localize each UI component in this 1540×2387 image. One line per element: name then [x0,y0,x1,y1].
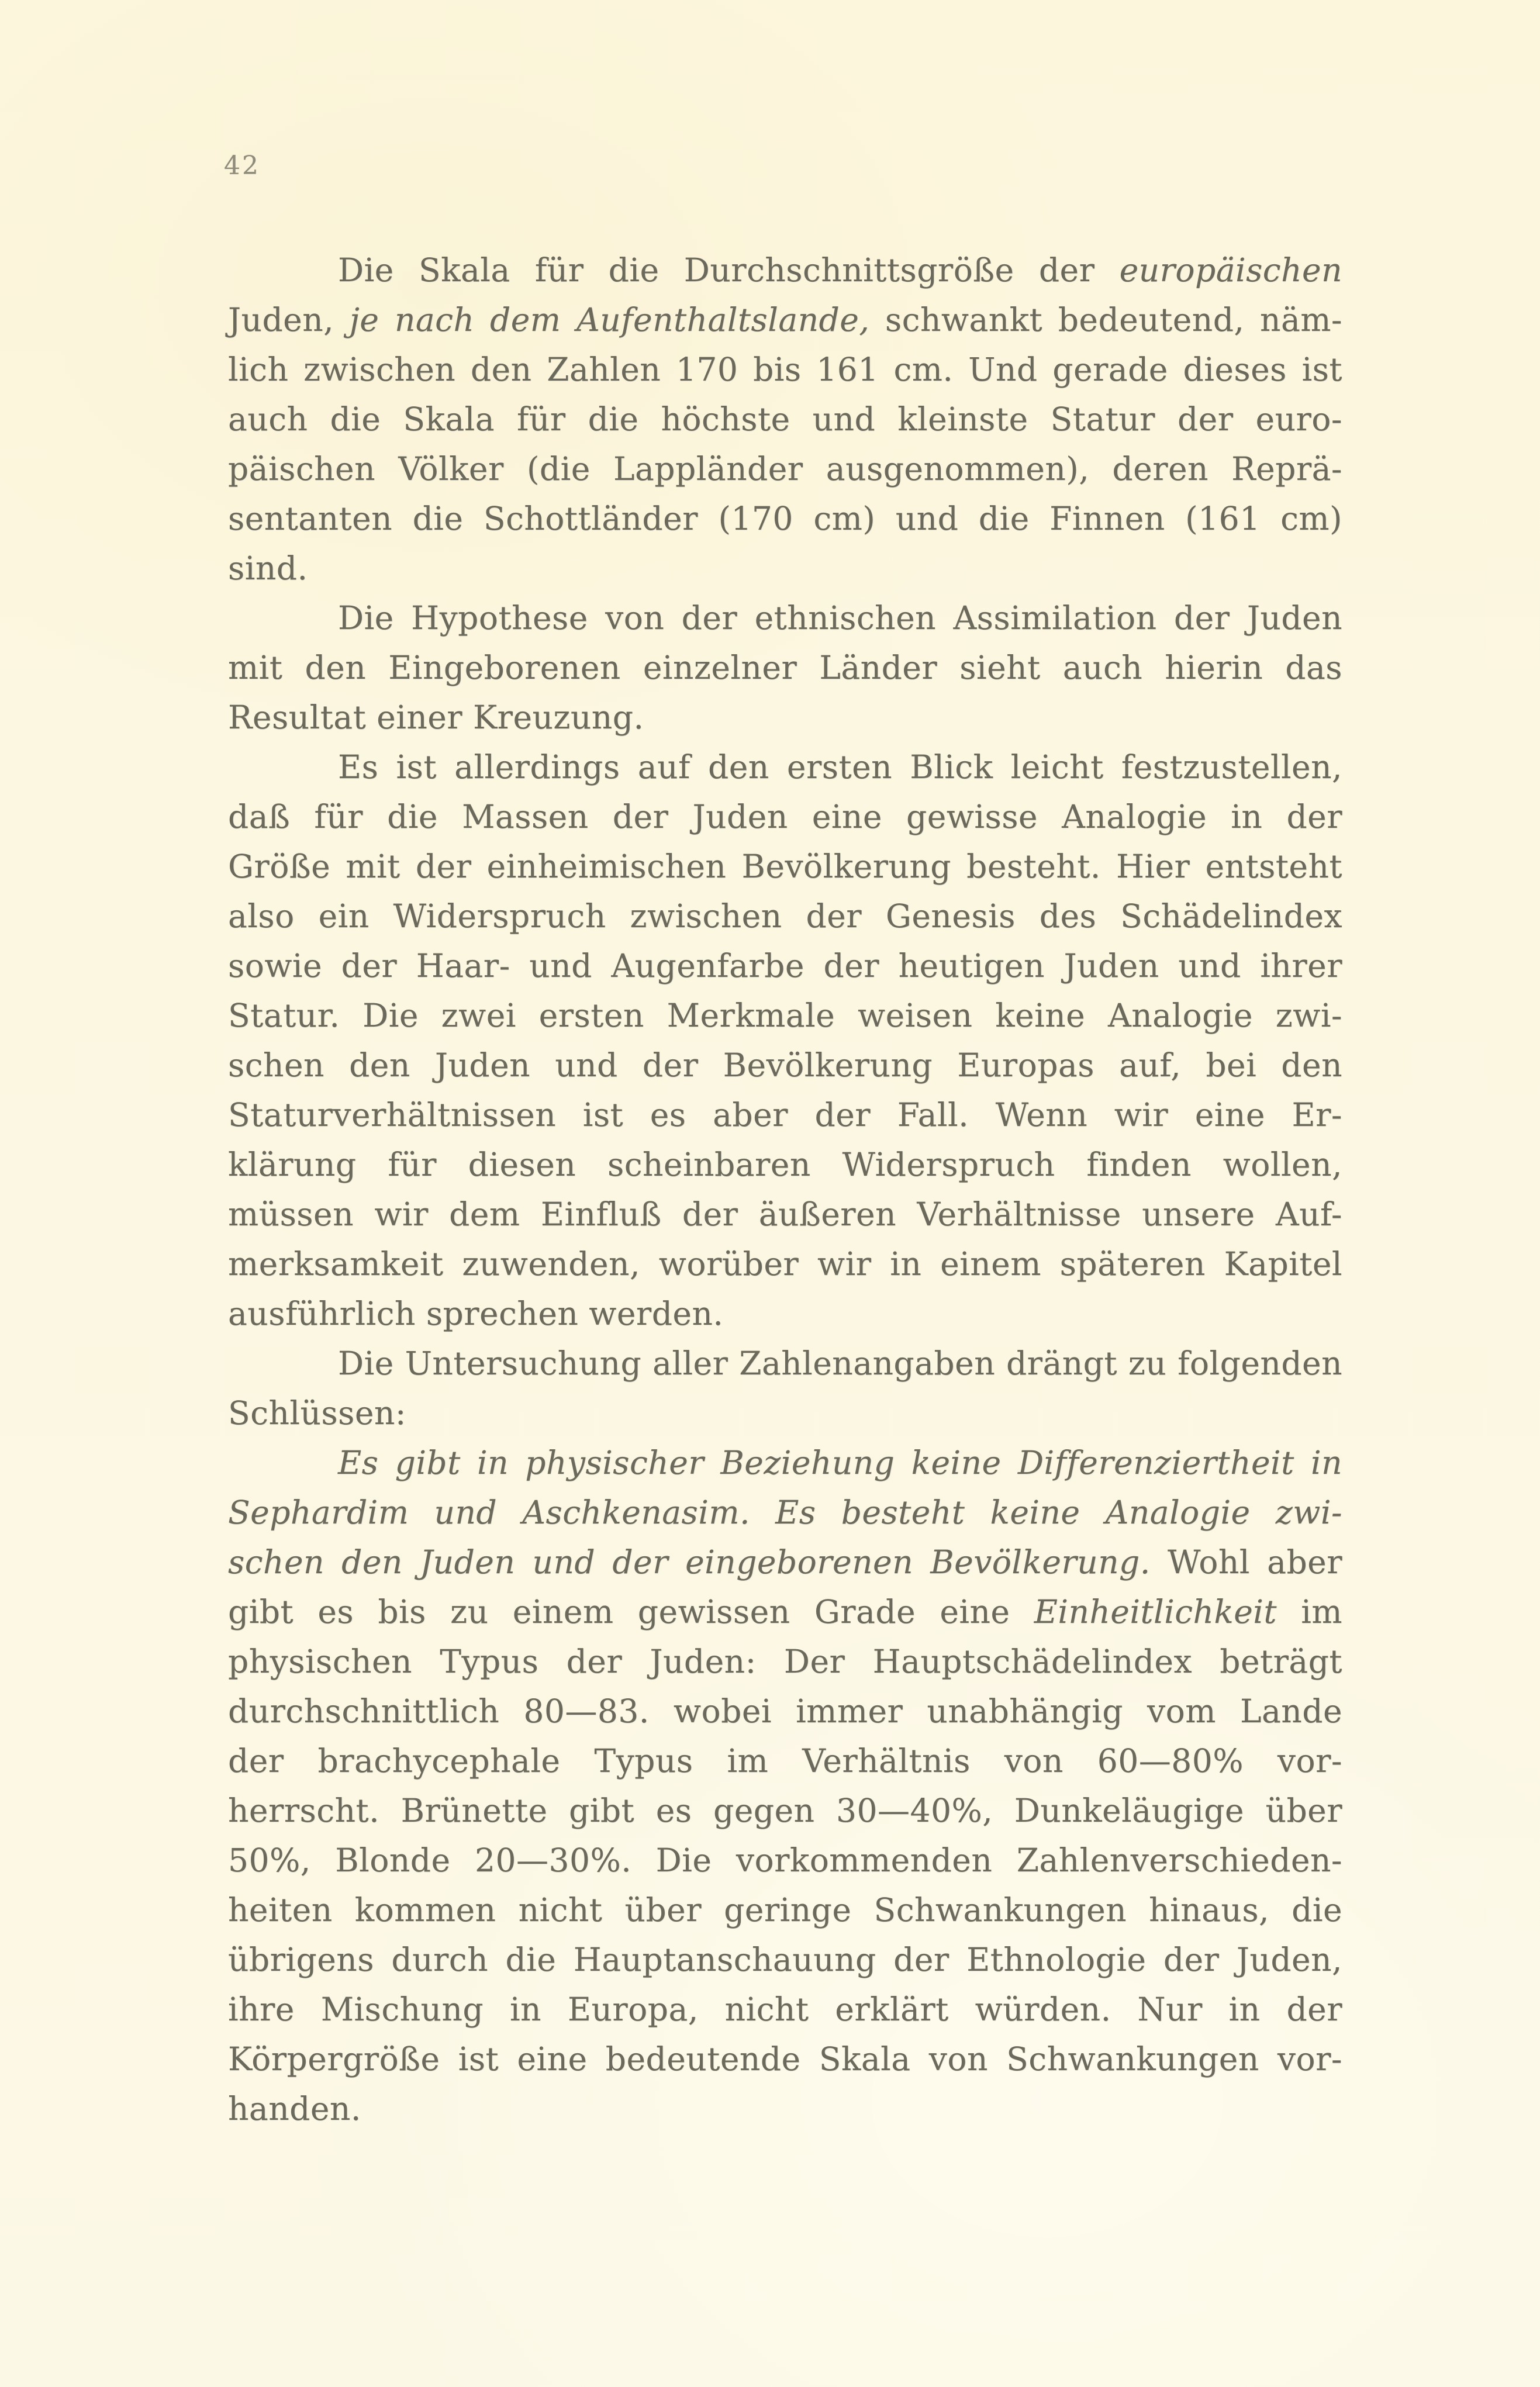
roman-text: mit den Eingeborenen einzelner Länder sieht auch hierin das [228,649,1342,686]
text-line [228,1239,1342,1289]
page-number: 42 [224,151,260,181]
text-line [228,892,1342,941]
roman-text: päischen Völker (die Lappländer ausgenommen), deren Reprä- [228,450,1342,488]
text-line [228,1438,1342,1488]
text-line [228,1587,1342,1637]
roman-text: also ein Widerspruch zwischen der Genesis des Schädelindex [228,897,1342,935]
italic-text: Sephardim und Aschkenasim. Es besteht keine Analogie zwi- [228,1494,1342,1531]
roman-text: schen den Juden und der Bevölkerung Europas auf, bei den [228,1046,1342,1084]
text-line [228,1687,1342,1736]
text-line [228,395,1342,444]
roman-text: handen. [228,2090,361,2127]
text-line [228,792,1342,842]
roman-text: Wohl aber [1150,1543,1342,1581]
roman-text: Staturverhältnissen ist es aber der Fall. Wenn wir eine Er- [228,1096,1342,1134]
text-line [228,1289,1342,1339]
roman-text: heiten kommen nicht über geringe Schwankungen hinaus, die [228,1891,1342,1929]
text-line [228,1041,1342,1090]
text-line [228,941,1342,991]
paragraph [228,1438,1342,2134]
roman-text: übrigens durch die Hauptanschauung der Ethnologie der Juden, [228,1941,1342,1978]
italic-text: Einheitlichkeit [1034,1593,1277,1631]
roman-text: der brachycephale Typus im Verhältnis von 60—80% vor- [228,1742,1342,1780]
paragraph [228,1339,1342,1438]
roman-text: sind. [228,550,308,587]
roman-text: ausführlich sprechen werden. [228,1295,724,1332]
text-line [228,1190,1342,1239]
text-line [228,494,1342,544]
roman-text: Statur. Die zwei ersten Merkmale weisen keine Analogie zwi- [228,997,1342,1034]
roman-text: Resultat einer Kreuzung. [228,699,644,736]
text-line [228,991,1342,1041]
text-line [228,295,1342,345]
text-line [228,593,1342,643]
roman-text: im [1277,1593,1342,1631]
paragraph [228,246,1342,593]
text-line [228,693,1342,742]
italic-text: Es gibt in physischer Beziehung keine Differenziertheit in [338,1444,1342,1481]
text-block [228,246,1342,2134]
text-line [228,1935,1342,1985]
roman-text: merksamkeit zuwenden, worüber wir in einem späteren Kapitel [228,1245,1342,1283]
roman-text: sowie der Haar- und Augenfarbe der heutigen Juden und ihrer [228,947,1342,984]
roman-text: Körpergröße ist eine bedeutende Skala von Schwankungen vor- [228,2040,1342,2078]
roman-text: daß für die Massen der Juden eine gewisse Analogie in der [228,798,1342,835]
italic-text: schen den Juden und der eingeborenen Bevölkerung. [228,1543,1151,1581]
italic-text: europäischen [1119,251,1342,289]
text-line [228,345,1342,395]
roman-text: klärung für diesen scheinbaren Widerspruch finden wollen, [228,1146,1342,1183]
roman-text: Die Untersuchung aller Zahlenangaben drängt zu folgenden [338,1345,1342,1382]
text-line [228,1736,1342,1786]
text-line [228,1637,1342,1687]
text-line [228,643,1342,693]
roman-text: Schlüssen: [228,1394,406,1432]
roman-text: lich zwischen den Zahlen 170 bis 161 cm. Und gerade dieses ist [228,351,1342,388]
text-line [228,742,1342,792]
roman-text: sentanten die Schottländer (170 cm) und die Finnen (161 cm) [228,500,1342,537]
text-line [228,544,1342,593]
text-line [228,842,1342,892]
text-line [228,1388,1342,1438]
roman-text: auch die Skala für die höchste und kleinste Statur der euro- [228,400,1342,438]
text-line [228,1090,1342,1140]
text-line [228,1786,1342,1836]
italic-text: je nach dem Aufenthaltslande, [349,301,870,338]
roman-text: durchschnittlich 80—83. wobei immer unabhängig vom Lande [228,1692,1342,1730]
paragraph [228,742,1342,1339]
text-line [228,1339,1342,1388]
text-line [228,1538,1342,1587]
roman-text: Juden, [228,301,350,338]
text-line [228,2084,1342,2134]
roman-text: physischen Typus der Juden: Der Hauptschädelindex beträgt [228,1643,1342,1680]
text-line [228,246,1342,295]
roman-text: gibt es bis zu einem gewissen Grade eine [228,1593,1034,1631]
text-line [228,444,1342,494]
roman-text: schwankt bedeutend, näm- [869,301,1342,338]
roman-text: herrscht. Brünette gibt es gegen 30—40%, Dunkeläugige über [228,1792,1342,1829]
text-line [228,1488,1342,1538]
text-line [228,1885,1342,1935]
roman-text: 50%, Blonde 20—30%. Die vorkommenden Zahlenverschieden- [228,1842,1342,1879]
roman-text: Die Skala für die Durchschnittsgröße der [338,251,1120,289]
roman-text: Die Hypothese von der ethnischen Assimilation der Juden [338,599,1342,637]
roman-text: müssen wir dem Einfluß der äußeren Verhältnisse unsere Auf- [228,1196,1342,1233]
text-line [228,1836,1342,1885]
roman-text: Größe mit der einheimischen Bevölkerung besteht. Hier entsteht [228,848,1342,885]
text-line [228,1985,1342,2034]
text-line [228,1140,1342,1190]
roman-text: ihre Mischung in Europa, nicht erklärt würden. Nur in der [228,1991,1342,2028]
roman-text: Es ist allerdings auf den ersten Blick leicht festzustellen, [338,748,1342,786]
paragraph [228,593,1342,742]
text-line [228,2034,1342,2084]
